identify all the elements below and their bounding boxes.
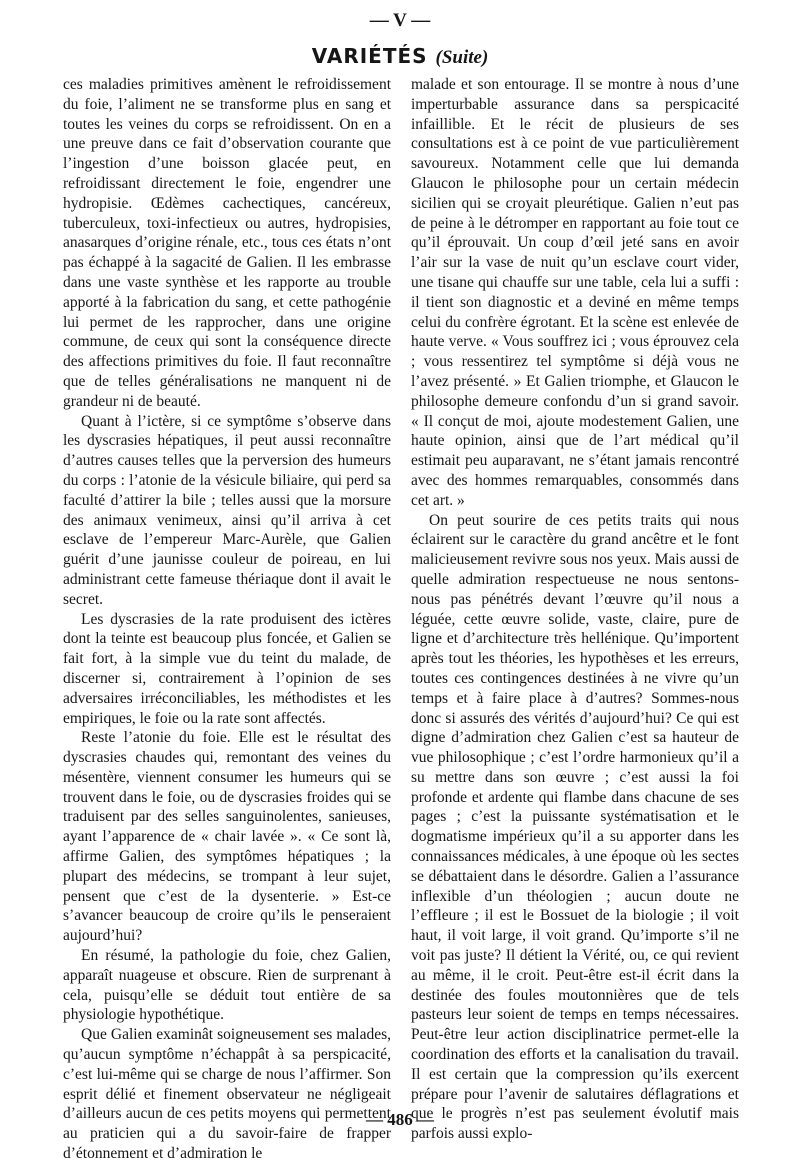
section-title bbox=[0, 44, 800, 69]
section-title-text: VARIÉTÉS bbox=[311, 44, 428, 68]
paragraph: ces maladies primitives amènent le refroidissement du foie, l’aliment ne se transforme plus en sang et toutes les veines du corps se refroidissent. On en a une preuve dans ce fait d’observation courante que l’ingestion d’une boisson glacée peut, en refroidissant directement le foie, engendrer une hydropisie. Œdèmes cachectiques, cancéreux, tuberculeux, toxi-infectieux ou autres, hydropisies, anasarques d’origine rénale, etc., tous ces états n’ont pas échappé à la sagacité de Galien. Il les embrasse dans une vaste synthèse et les rapporte au trouble apporté à la fabrication du sang, et cette pathogénie lui permet de les rapprocher, dans une origine commune, de ceux qui sont la conséquence directe des affections primitives du foie. Il faut reconnaître que de telles généralisations ne manquent ni de grandeur ni de beauté. bbox=[63, 76, 391, 410]
left-column bbox=[63, 75, 391, 1164]
section-subtitle: (Suite) bbox=[435, 47, 489, 68]
page-number: — 486 — bbox=[366, 1110, 434, 1129]
paragraph: Quant à l’ictère, si ce symptôme s’observe dans les dyscrasies hépatiques, il peut aussi reconnaître d’autres causes telles que la perversion des humeurs du corps : l’atonie de la vésicule biliaire, qui perd sa faculté d’attirer la bile ; telles aussi que la morsure des animaux venimeux, ainsi qu’il arriva à cet esclave de l’empereur Marc-Aurèle, que Galien guérit d’une jaunisse couleur de poireau, en lui administrant cette fameuse thériaque dont il avait le secret. bbox=[63, 412, 391, 608]
right-column bbox=[411, 75, 739, 1144]
paragraph: On peut sourire de ces petits traits qui nous éclairent sur le caractère du grand ancêtre et le font malicieusement revivre sous nos yeux. Mais aussi de quelle admiration respectueuse ne nous sentons-nous pas pénétrés devant l’œuvre qu’il nous a léguée, cette œuvre solide, vaste, claire, pure de ligne et d’architecture très hellénique. Qu’importent après tout les théories, les hypothèses et les erreurs, toutes ces contingences destinées à ne vivre qu’un temps et à faire place à d’autres? Sommes-nous donc si assurés des vérités d’aujourd’hui? Ce qui est digne d’admiration chez Galien c’est sa hauteur de vue philosophique ; c’est l’ordre harmonieux qu’il a su mettre dans son œuvre ; c’est aussi la foi profonde et ardente qui flambe dans chacune de ses pages ; c’est la puissante systématisation et le dogmatisme impérieux qu’il a su apporter dans les connaissances médicales, à une époque où les sectes se débattaient dans le désordre. Galien a l’assurance inflexible d’un théologien ; aucun doute ne l’effleure ; il est le Bossuet de la biologie ; il voit haut, il voit large, il voit grand. Qu’importe s’il ne voit pas juste? Il détient la Vérité, ou, ce qui revient au même, il le croit. Peut-être est-il écrit dans la destinée des foules moutonnières que de tels pasteurs leur soient de temps en temps nécessaires. Peut-être leur action disciplinatrice permet-elle la coordination des efforts et la canalisation du travail. Il est certain que la compression qu’ils exercent prépare pour l’avenir de salutaires déflagrations et que le progrès n’est pas seulement évolutif mais parfois aussi explo- bbox=[411, 511, 740, 1143]
paragraph: Reste l’atonie du foie. Elle est le résultat des dyscrasies chaudes qui, remontant des veines du mésentère, viennent consumer les humeurs qui se trouvent dans le foie, ou de dyscrasies froides qui se traduisent par des selles sanguinolentes, sanieuses, ayant l’apparence de « chair lavée ». « Ce sont là, affirme Galien, des symptômes hépatiques ; la plupart des médecins, se trompant à leur sujet, pensent que c’est de la dysenterie. » Est-ce s’avancer beaucoup de croire qu’ils le penseraient aujourd’hui? bbox=[63, 729, 391, 945]
paragraph: malade et son entourage. Il se montre à nous d’une imperturbable assurance dans sa perspicacité infaillible. Et le récit de plusieurs de ses consultations est à ce point de vue particulièrement savoureux. Notamment celle que lui demanda Glaucon le philosophe pour un certain médecin sicilien qui se croyait pleurétique. Galien n’eut pas de peine à le détromper en rapportant au foie tout ce qu’il éprouvait. Un coup d’œil jeté sans en avoir l’air sur la vase de nuit qu’un esclave court vider, une tisane qui chauffe sur une table, cela lui a suffi : il tient son diagnostic et a deviné en même temps celui du confrère égrotant. Et la scène est enlevée de haute verve. « Vous souffrez ici ; vous éprouvez cela ; vous ressentirez tel symptôme si déjà vous ne l’avez présenté. » Et Galien triomphe, et Glaucon le philosophe demeure confondu d’un si grand savoir. « Il conçut de moi, ajoute modestement Galien, une haute opinion, ainsi que de l’art médical qu’il estimait peu auparavant, ne s’étant jamais rencontré avec des hommes remarquables, consommés dans cet art. » bbox=[411, 76, 739, 509]
page-roman-numeral: — V — bbox=[369, 10, 431, 31]
paragraph: Les dyscrasies de la rate produisent des ictères dont la teinte est beaucoup plus foncée, et Galien se fait fort, à la simple vue du teint du malade, de discerner si, contrairement à l’opinion de ses adversaires irréconciliables, les méthodistes et les empiriques, le foie ou la rate sont affectés. bbox=[63, 610, 391, 727]
paragraph: En résumé, la pathologie du foie, chez Galien, apparaît nuageuse et obscure. Rien de surprenant à cela, puisqu’elle se déduit tout entière de sa physiologie hypothétique. bbox=[63, 947, 391, 1024]
paragraph: Que Galien examinât soigneusement ses malades, qu’aucun symptôme n’échappât à sa perspicacité, c’est lui-même qui se charge de nous l’affirmer. Son esprit délié et finement observateur ne négligeait d’ailleurs aucun de ces petits moyens qui permettent au praticien qui a du savoir-faire de frapper d’étonnement et d’admiration le bbox=[63, 1026, 391, 1163]
